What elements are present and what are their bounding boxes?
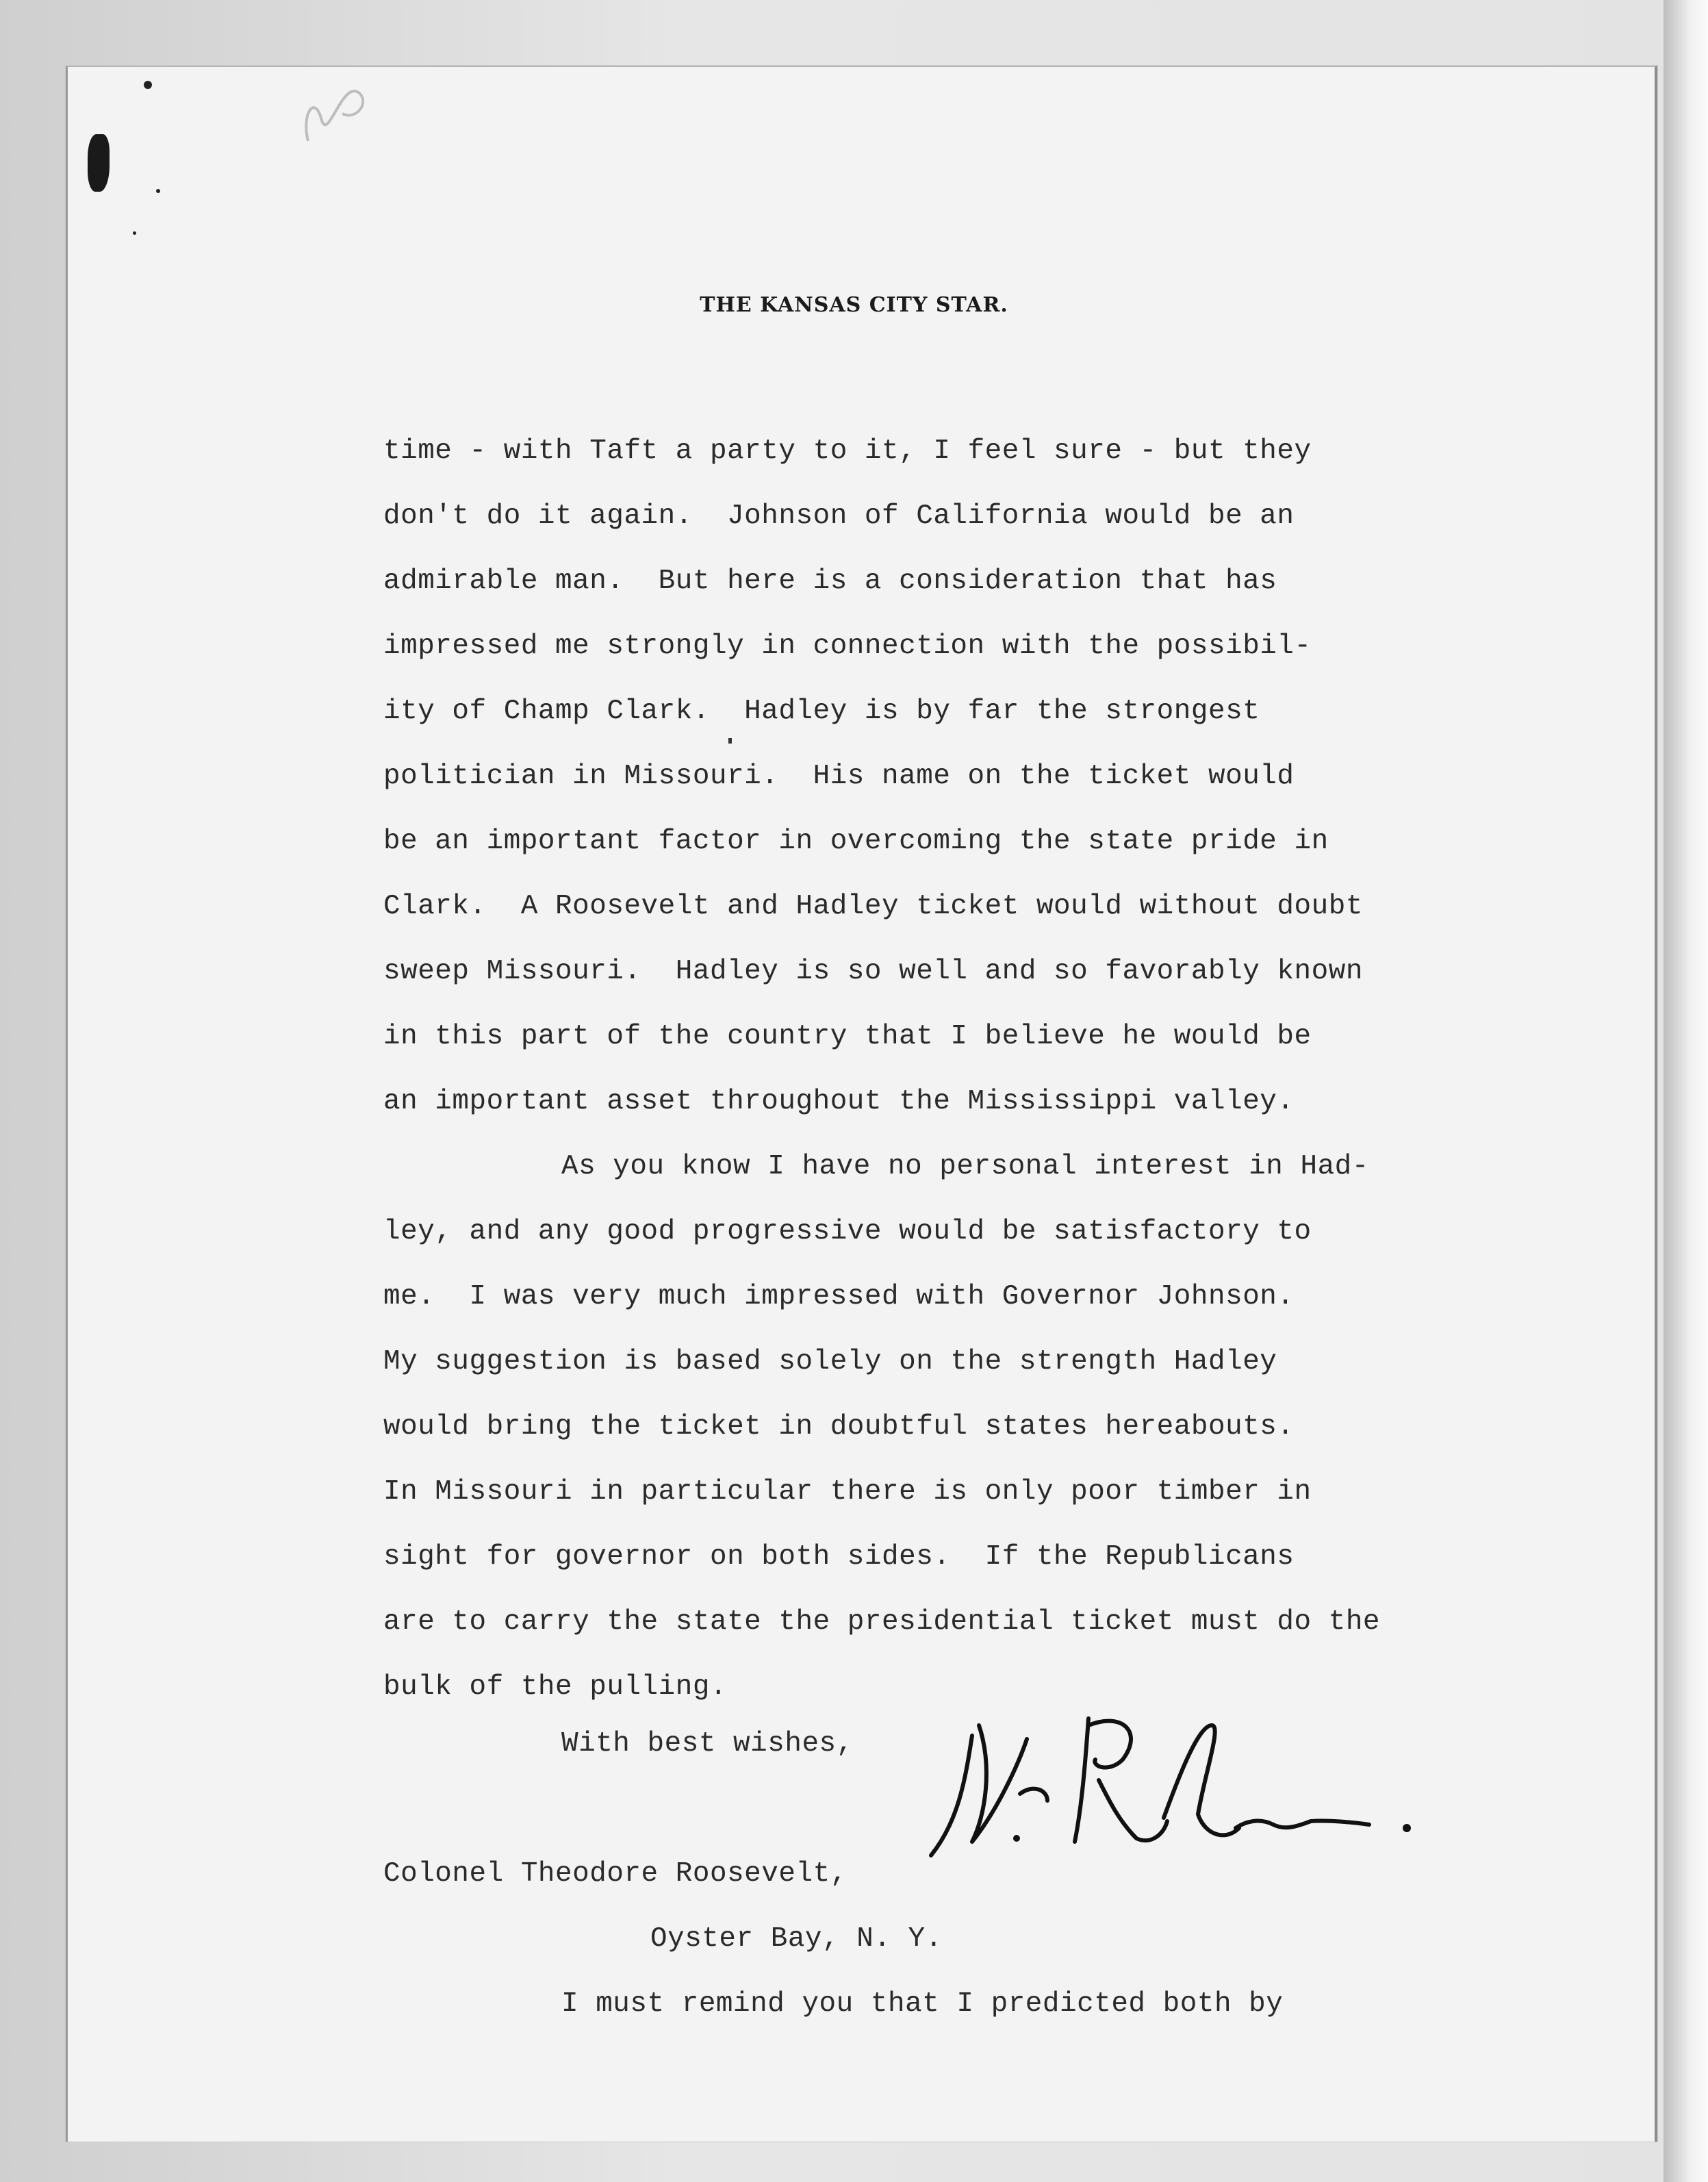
body-line: ley, and any good progressive would be satisfactory to (383, 1216, 1312, 1247)
pencil-annotation-mark (294, 66, 383, 155)
body-line: don't do it again. Johnson of California would be an (383, 500, 1295, 532)
body-line: admirable man. But here is a consideration that has (383, 566, 1277, 597)
body-line: Clark. A Roosevelt and Hadley ticket would without doubt (383, 891, 1363, 922)
body-line: My suggestion is based solely on the strength Hadley (383, 1346, 1277, 1378)
photo-right-edge (1664, 0, 1708, 2182)
signature (917, 1698, 1465, 1869)
body-line: ity of Champ Clark. Hadley is by far the strongest (383, 696, 1260, 727)
body-line: are to carry the state the presidential ticket must do the (383, 1606, 1381, 1638)
body-line: sight for governor on both sides. If the Republicans (383, 1541, 1295, 1573)
ink-speck (156, 189, 160, 193)
addressee-name: Colonel Theodore Roosevelt, (383, 1858, 847, 1890)
addressee-place: Oyster Bay, N. Y. (650, 1923, 943, 1955)
postscript-line: I must remind you that I predicted both by (561, 1988, 1284, 2020)
body-line: me. I was very much impressed with Governor Johnson. (383, 1281, 1295, 1312)
body-line: politician in Missouri. His name on the ticket would (383, 761, 1295, 792)
ink-speck (144, 81, 152, 89)
body-line: an important asset throughout the Mississippi valley. (383, 1086, 1295, 1117)
body-line: time - with Taft a party to it, I feel sure - but they (383, 435, 1312, 467)
body-line: As you know I have no personal interest in Had- (561, 1151, 1369, 1182)
closing-line: With best wishes, (561, 1728, 854, 1760)
body-line: bulk of the pulling. (383, 1671, 728, 1703)
body-line: would bring the ticket in doubtful states hereabouts. (383, 1411, 1295, 1443)
ink-blot-mark (88, 134, 110, 192)
body-line: in this part of the country that I believe he would be (383, 1021, 1312, 1052)
ink-speck (133, 231, 136, 235)
body-line: In Missouri in particular there is only poor timber in (383, 1476, 1312, 1508)
body-line: impressed me strongly in connection with the possibil- (383, 631, 1312, 662)
letterhead-title: THE KANSAS CITY STAR. (700, 293, 1008, 317)
body-line: be an important factor in overcoming the state pride in (383, 826, 1329, 857)
body-line: sweep Missouri. Hadley is so well and so favorably known (383, 956, 1363, 987)
